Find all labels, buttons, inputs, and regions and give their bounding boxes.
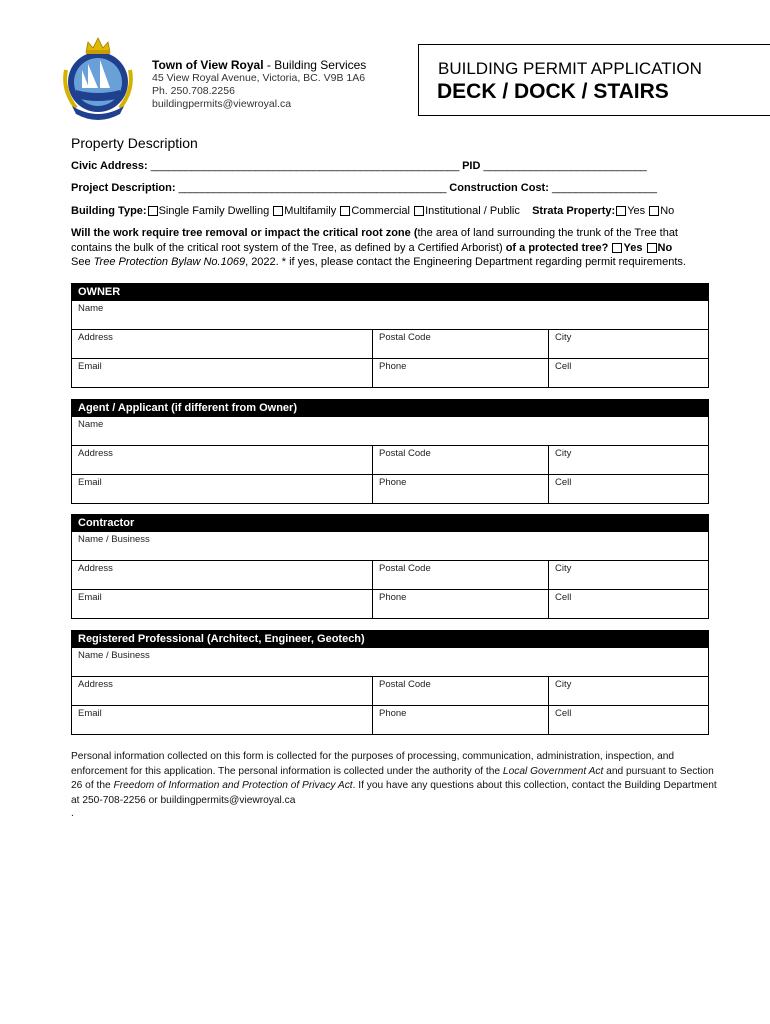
privacy-text-1: Personal information collected on this form is collected for the purposes of processing, communication, administration, inspection, and enforcement for this application. The personal information is collected under the authority of the [71, 751, 675, 777]
agent-address-row[interactable] [72, 445, 708, 474]
checkbox-multifamily[interactable] [273, 206, 283, 216]
city-label: City [555, 332, 572, 343]
checkbox-institutional[interactable] [414, 206, 424, 216]
form-title: BUILDING PERMIT APPLICATION [438, 59, 702, 78]
professional-name-row[interactable] [72, 648, 708, 676]
agent-name-row[interactable] [72, 417, 708, 445]
org-phone: Ph. 250.708.2256 [152, 85, 235, 97]
strata-no-label: No [660, 205, 675, 217]
address-label: Address [78, 563, 113, 574]
org-address: 45 View Royal Avenue, Victoria, BC. V9B 1A6 [152, 72, 366, 84]
option-institutional: Institutional / Public [425, 205, 520, 217]
building-type-row [71, 205, 674, 217]
owner-table-header: OWNER [72, 284, 708, 301]
construction-cost-field[interactable]: __________________ [551, 182, 657, 194]
contractor-contact-row[interactable] [72, 589, 708, 618]
postal-code-label: Postal Code [379, 563, 431, 574]
project-description-field[interactable]: ______________________________________________ [178, 182, 447, 194]
strata-yes-label: Yes [627, 205, 646, 217]
cell-label: Cell [555, 477, 572, 488]
checkbox-tree-yes[interactable] [612, 243, 622, 253]
name-business-label: Name / Business [78, 650, 150, 661]
email-label: Email [78, 361, 102, 372]
agent-table [71, 399, 709, 504]
privacy-act-2: Freedom of Information and Protection of Privacy Act [113, 780, 353, 791]
contractor-name-row[interactable] [72, 532, 708, 560]
phone-label: Phone [379, 708, 407, 719]
contractor-address-row[interactable] [72, 560, 708, 589]
tree-bylaw-title: Tree Protection Bylaw No.1069 [93, 256, 246, 268]
pid-label: PID [462, 160, 481, 172]
cell-label: Cell [555, 708, 572, 719]
address-label: Address [78, 448, 113, 459]
checkbox-strata-no[interactable] [649, 206, 659, 216]
address-label: Address [78, 332, 113, 343]
address-label: Address [78, 679, 113, 690]
owner-name-row[interactable] [72, 301, 708, 329]
city-label: City [555, 679, 572, 690]
option-commercial: Commercial [351, 205, 410, 217]
civic-address-field[interactable]: _____________________________________________________ [150, 160, 460, 172]
view-royal-logo [58, 30, 138, 120]
professional-table [71, 630, 709, 735]
email-label: Email [78, 708, 102, 719]
tree-question-lead: Will the work require tree removal or impact the critical root zone ( [71, 227, 418, 239]
project-description-label: Project Description: [71, 182, 176, 194]
postal-code-label: Postal Code [379, 332, 431, 343]
professional-address-row[interactable] [72, 676, 708, 705]
checkbox-commercial[interactable] [340, 206, 350, 216]
owner-contact-row[interactable] [72, 358, 708, 387]
owner-address-row[interactable] [72, 329, 708, 358]
phone-label: Phone [379, 477, 407, 488]
tree-question [71, 226, 711, 270]
cell-label: Cell [555, 592, 572, 603]
privacy-text-2: and pursuant to Section 26 of the [71, 765, 714, 791]
agent-table-header: Agent / Applicant (if different from Owner) [72, 400, 708, 417]
org-dept: - Building Services [263, 58, 367, 72]
civic-address-label: Civic Address: [71, 160, 148, 172]
professional-contact-row[interactable] [72, 705, 708, 734]
phone-label: Phone [379, 361, 407, 372]
checkbox-tree-no[interactable] [647, 243, 657, 253]
city-label: City [555, 448, 572, 459]
privacy-text-3: . If you have any questions about this collection, contact the Building Department at 250-708-2256 or buildingpermits@viewroyal.ca [71, 780, 717, 806]
option-single-family: Single Family Dwelling [158, 205, 270, 217]
tree-bylaw-note: , 2022. * if yes, please contact the Engineering Department regarding permit requirements. [245, 256, 686, 268]
strata-label: Strata Property: [532, 205, 616, 217]
org-heading [152, 58, 366, 72]
name-label: Name [78, 419, 104, 430]
construction-cost-label: Construction Cost: [449, 182, 549, 194]
postal-code-label: Postal Code [379, 448, 431, 459]
tree-question-end: of a protected tree? [502, 241, 609, 254]
email-label: Email [78, 477, 102, 488]
tree-see: See [71, 256, 94, 268]
city-label: City [555, 563, 572, 574]
phone-label: Phone [379, 592, 407, 603]
trailing-period: . [71, 808, 74, 819]
checkbox-strata-yes[interactable] [616, 206, 626, 216]
org-name: Town of View Royal [152, 58, 264, 72]
pid-field[interactable]: ____________________________ [483, 160, 647, 172]
org-email: buildingpermits@viewroyal.ca [152, 98, 292, 110]
property-section-title: Property Description [71, 135, 198, 151]
tree-question-definition: the area of land surrounding the trunk of the Tree that contains the bulk of the critical root system of the Tree, as defined by a Certified Arborist) [71, 227, 678, 254]
project-row [71, 182, 657, 194]
name-label: Name [78, 303, 104, 314]
agent-contact-row[interactable] [72, 474, 708, 503]
email-label: Email [78, 592, 102, 603]
name-business-label: Name / Business [78, 534, 150, 545]
postal-code-label: Postal Code [379, 679, 431, 690]
civic-address-row [71, 160, 646, 172]
tree-no-label: No [657, 241, 673, 254]
option-multifamily: Multifamily [284, 205, 337, 217]
building-type-label: Building Type: [71, 205, 147, 217]
checkbox-single-family[interactable] [148, 206, 158, 216]
cell-label: Cell [555, 361, 572, 372]
owner-table [71, 283, 709, 388]
privacy-statement [71, 750, 721, 808]
form-subtitle: DECK / DOCK / STAIRS [437, 80, 669, 103]
tree-yes-label: Yes [623, 241, 643, 254]
contractor-table [71, 514, 709, 619]
privacy-act-1: Local Government Act [502, 765, 604, 777]
professional-table-header: Registered Professional (Architect, Engineer, Geotech) [72, 631, 708, 648]
contractor-table-header: Contractor [72, 515, 708, 532]
